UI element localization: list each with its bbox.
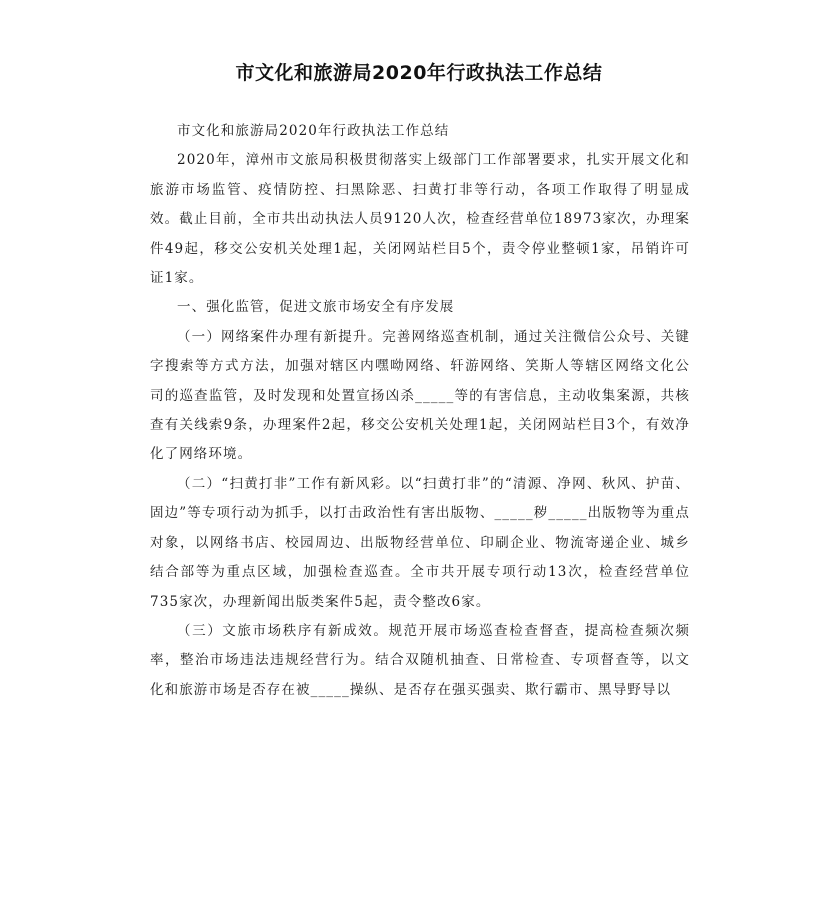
document-body: [150, 117, 690, 705]
document-title: 市文化和旅游局2020年行政执法工作总结: [235, 62, 603, 84]
paragraph-subtitle: 市文化和旅游局2020年行政执法工作总结: [177, 123, 450, 139]
section-heading-1: 一、强化监管，促进文旅市场安全有序发展: [177, 299, 455, 316]
paragraph-anti-porn: （二）“扫黄打非”工作有新风彩。以“扫黄打非”的“清源、净网、秋风、护苗、固边”等专项行动为抓手，以打击政治性有害出版物、_____秽_____出版物等为重点对象，以网络书店、校园周边、出版物经营单位、印刷企业、物流寄递企业、城乡结合部等为重点区域，加强检查巡查。全市共开展专项行动13次，检查经营单位735家次，办理新闻出版类案件5起，责令整改6家。: [150, 475, 690, 610]
paragraph-summary: 2020年，漳州市文旅局积极贯彻落实上级部门工作部署要求，扎实开展文化和旅游市场监管、疫情防控、扫黑除恶、扫黄打非等行动，各项工作取得了明显成效。截止目前，全市共出动执法人员9120人次，检查经营单位18973家次，办理案件49起，移交公安机关处理1起，关闭网站栏目5个，责令停业整顿1家，吊销许可证1家。: [150, 152, 690, 287]
paragraph-network-cases: （一）网络案件办理有新提升。完善网络巡查机制，通过关注微信公众号、关键字搜索等方式方法，加强对辖区内嘿呦网络、轩游网络、笑斯人等辖区网络文化公司的巡查监管，及时发现和处置宣扬凶杀_____等的有害信息，主动收集案源，共核查有关线索9条，办理案件2起，移交公安机关处理1起，关闭网站栏目3个，有效净化了网络环境。: [150, 328, 690, 463]
paragraph-market-order: （三）文旅市场秩序有新成效。规范开展市场巡查检查督查，提高检查频次频率，整治市场违法违规经营行为。结合双随机抽查、日常检查、专项督查等，以文化和旅游市场是否存在被_____操纵、是否存在强买强卖、欺行霸市、黑导野导以: [150, 622, 690, 698]
